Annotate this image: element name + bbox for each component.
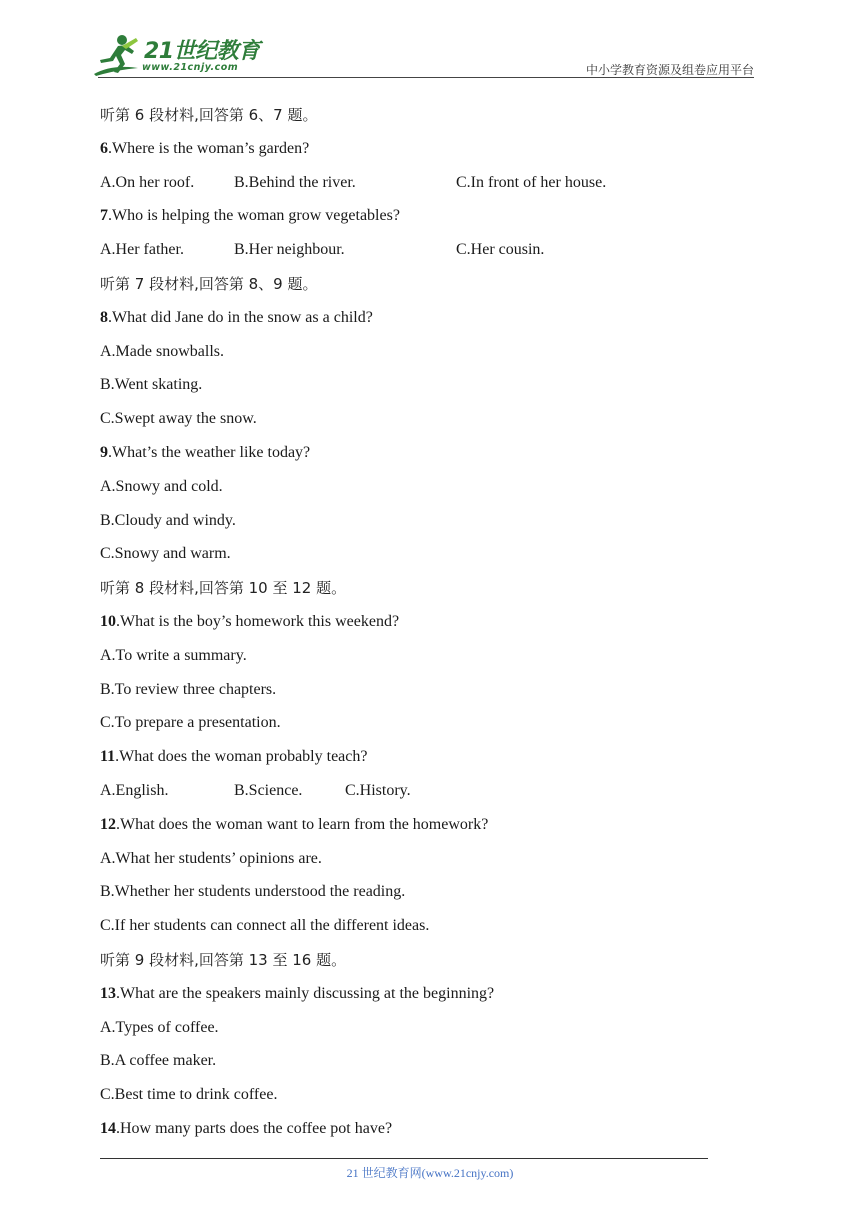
- section-instruction: 听第 8 段材料,回答第 10 至 12 题。: [100, 579, 347, 598]
- question-number: 11: [100, 748, 116, 766]
- question-text: .What did Jane do in the snow as a child?: [108, 308, 373, 326]
- option-a: A.To write a summary.: [100, 646, 247, 664]
- question-number: 12: [100, 815, 116, 833]
- runner-icon: [92, 34, 142, 78]
- question-number: 13: [100, 984, 116, 1002]
- option-c: C.Her cousin.: [456, 241, 545, 259]
- option-a: A.What her students’ opinions are.: [100, 849, 322, 867]
- option-row: [100, 237, 760, 271]
- question-stem: [100, 812, 760, 846]
- question-text: .How many parts does the coffee pot have?: [116, 1119, 393, 1137]
- question-stem: [100, 744, 760, 778]
- question-text: .Who is helping the woman grow vegetables?: [108, 207, 400, 225]
- option-c: C.To prepare a presentation.: [100, 714, 281, 732]
- option-c: C.Snowy and warm.: [100, 545, 231, 563]
- option-row: [100, 778, 760, 812]
- question-number: 10: [100, 612, 116, 630]
- option-b: B.Her neighbour.: [234, 241, 345, 259]
- footer-divider: [100, 1158, 708, 1159]
- question-number: 9: [100, 443, 108, 461]
- question-stem: [100, 305, 760, 339]
- option-b: B.Behind the river.: [234, 173, 356, 191]
- question-number: 6: [100, 139, 108, 157]
- platform-title: 中小学教育资源及组卷应用平台: [585, 63, 754, 77]
- question-text: .Where is the woman’s garden?: [108, 139, 310, 157]
- option-row: [100, 170, 760, 204]
- page-header: [0, 0, 860, 80]
- option-b: B.Whether her students understood the reading.: [100, 883, 406, 901]
- section-instruction: 听第 7 段材料,回答第 8、9 题。: [100, 274, 318, 293]
- logo-text: 21世纪教育: [144, 39, 260, 64]
- question-stem: [100, 609, 760, 643]
- section-instruction: 听第 6 段材料,回答第 6、7 题。: [100, 106, 318, 124]
- question-stem: [100, 136, 760, 170]
- option-c: C.In front of her house.: [456, 173, 607, 191]
- section-instruction: 听第 9 段材料,回答第 13 至 16 题。: [100, 950, 347, 969]
- option-c: C.Swept away the snow.: [100, 410, 257, 428]
- question-number: 8: [100, 308, 108, 326]
- question-text: .What are the speakers mainly discussing at the beginning?: [116, 984, 495, 1002]
- option-c: C.History.: [345, 781, 411, 799]
- option-a: A.Her father.: [100, 241, 184, 259]
- option-a: A.Types of coffee.: [100, 1018, 219, 1036]
- option-b: B.Went skating.: [100, 376, 203, 394]
- logo-url: www.21cnjy.com: [142, 62, 239, 73]
- question-number: 7: [100, 207, 108, 225]
- question-stem: [100, 981, 760, 1015]
- option-b: B.Science.: [234, 781, 303, 799]
- question-text: .What does the woman want to learn from the homework?: [116, 815, 489, 833]
- question-stem: [100, 440, 760, 474]
- option-c: C.If her students can connect all the different ideas.: [100, 917, 430, 935]
- footer-link[interactable]: 21 世纪教育网(www.21cnjy.com): [346, 1166, 514, 1180]
- question-text: .What is the boy’s homework this weekend?: [116, 612, 400, 630]
- option-b: B.A coffee maker.: [100, 1052, 217, 1070]
- question-stem: [100, 203, 760, 237]
- option-c: C.Best time to drink coffee.: [100, 1086, 278, 1104]
- question-list: [100, 102, 760, 1150]
- option-a: A.Made snowballs.: [100, 342, 224, 360]
- option-b: B.To review three chapters.: [100, 680, 277, 698]
- option-b: B.Cloudy and windy.: [100, 511, 236, 529]
- option-a: A.Snowy and cold.: [100, 477, 223, 495]
- question-stem: [100, 1116, 760, 1150]
- site-logo: [92, 34, 262, 78]
- question-number: 14: [100, 1119, 116, 1137]
- option-a: A.On her roof.: [100, 173, 195, 191]
- question-text: .What’s the weather like today?: [108, 443, 311, 461]
- option-a: A.English.: [100, 781, 169, 799]
- question-text: .What does the woman probably teach?: [115, 748, 368, 766]
- header-divider: [98, 77, 754, 78]
